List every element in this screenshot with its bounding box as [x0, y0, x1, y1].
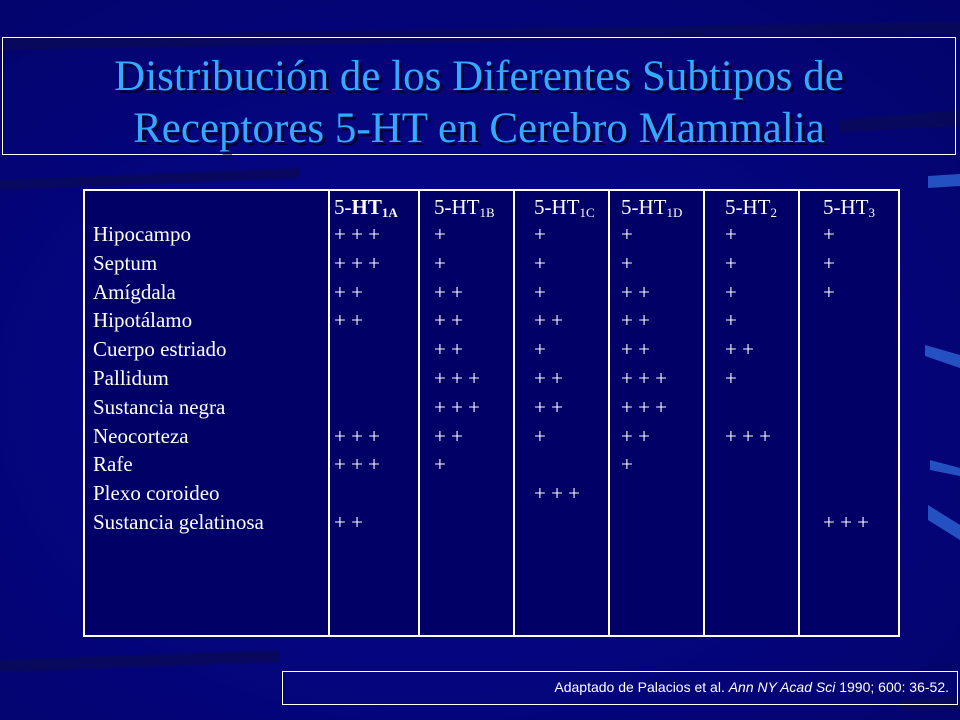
- table-cell: +: [725, 222, 737, 246]
- row-region-label: Hipotálamo: [93, 308, 193, 333]
- table-cell: + +: [434, 423, 463, 448]
- row-region-label: Pallidum: [93, 366, 169, 390]
- citation: [554, 679, 949, 695]
- table-cell: +: [434, 250, 446, 275]
- table-cell: + + +: [621, 366, 668, 390]
- column-divider: [798, 191, 800, 635]
- table-cell: +: [434, 452, 446, 477]
- title-box: [2, 37, 956, 155]
- citation-journal: Ann NY Acad Sci: [728, 679, 836, 695]
- table-cell: + +: [621, 279, 650, 304]
- table-cell: +: [823, 279, 835, 304]
- column-header-2: $5-HT_2$: [725, 195, 777, 220]
- table-cell: + + +: [823, 510, 870, 534]
- table-cell: + +: [725, 337, 754, 362]
- table-cell: +: [823, 250, 835, 275]
- citation-details: 1990; 600: 36-52.: [835, 679, 949, 695]
- table-cell: + +: [534, 308, 563, 333]
- table-cell: + +: [621, 337, 650, 362]
- column-header-1d: $5-HT_{1D}$: [621, 195, 683, 220]
- table-cell: +: [534, 222, 546, 246]
- column-header-1c: $5-HT_{1C}$: [534, 195, 595, 220]
- column-header-3: $5-HT_3$: [823, 195, 875, 220]
- table-cell: + +: [334, 510, 363, 534]
- row-region-label: Neocorteza: [93, 423, 189, 448]
- table-cell: + +: [434, 279, 463, 304]
- table-cell: +: [725, 366, 737, 390]
- table-cell: +: [823, 222, 835, 246]
- row-region-label: Septum: [93, 250, 158, 275]
- table-cell: + + +: [725, 423, 772, 448]
- table-cell: + +: [434, 337, 463, 362]
- table-cell: + + +: [334, 250, 381, 275]
- table-cell: + + +: [434, 366, 481, 390]
- table-cell: +: [534, 423, 546, 448]
- column-divider: [328, 191, 330, 635]
- table-cell: +: [725, 308, 737, 333]
- column-divider: [513, 191, 515, 635]
- table-cell: + + +: [334, 452, 381, 477]
- row-region-label: Plexo coroideo: [93, 481, 220, 506]
- row-region-label: Hipocampo: [93, 222, 191, 246]
- table-cell: + + +: [334, 423, 381, 448]
- table-cell: +: [434, 222, 446, 246]
- table-cell: +: [534, 337, 546, 362]
- table-cell: + +: [334, 279, 363, 304]
- table-cell: + +: [621, 308, 650, 333]
- table-cell: +: [621, 222, 633, 246]
- table-cell: +: [725, 279, 737, 304]
- table-cell: + +: [334, 308, 363, 333]
- receptor-distribution-table: [83, 189, 900, 637]
- table-cell: + + +: [621, 394, 668, 419]
- slide-title-line-1: Distribución de los Diferentes Subtipos de: [114, 53, 844, 100]
- row-region-label: Amígdala: [93, 279, 176, 304]
- table-cell: + +: [534, 394, 563, 419]
- column-header-1b: $5-HT_{1B}$: [434, 195, 495, 220]
- table-cell: + +: [621, 423, 650, 448]
- table-cell: +: [621, 250, 633, 275]
- slide-title-line-2: Receptores 5-HT en Cerebro Mammalia: [133, 105, 825, 152]
- citation-authors: Adaptado de Palacios et al.: [554, 679, 729, 695]
- column-divider: [703, 191, 705, 635]
- table-cell: +: [621, 452, 633, 477]
- citation-box: [282, 671, 958, 705]
- table-cell: + + +: [534, 481, 581, 506]
- table-cell: + + +: [334, 222, 381, 246]
- row-region-label: Sustancia gelatinosa: [93, 510, 264, 534]
- table-cell: + + +: [434, 394, 481, 419]
- row-region-label: Sustancia negra: [93, 394, 226, 419]
- column-divider: [418, 191, 420, 635]
- table-cell: +: [534, 279, 546, 304]
- table-cell: + +: [434, 308, 463, 333]
- row-region-label: Cuerpo estriado: [93, 337, 227, 362]
- table-cell: + +: [534, 366, 563, 390]
- column-header-1a: $5-HT_{1A}$: [334, 195, 398, 220]
- column-divider: [608, 191, 610, 635]
- table-cell: +: [534, 250, 546, 275]
- table-cell: +: [725, 250, 737, 275]
- row-region-label: Rafe: [93, 452, 133, 477]
